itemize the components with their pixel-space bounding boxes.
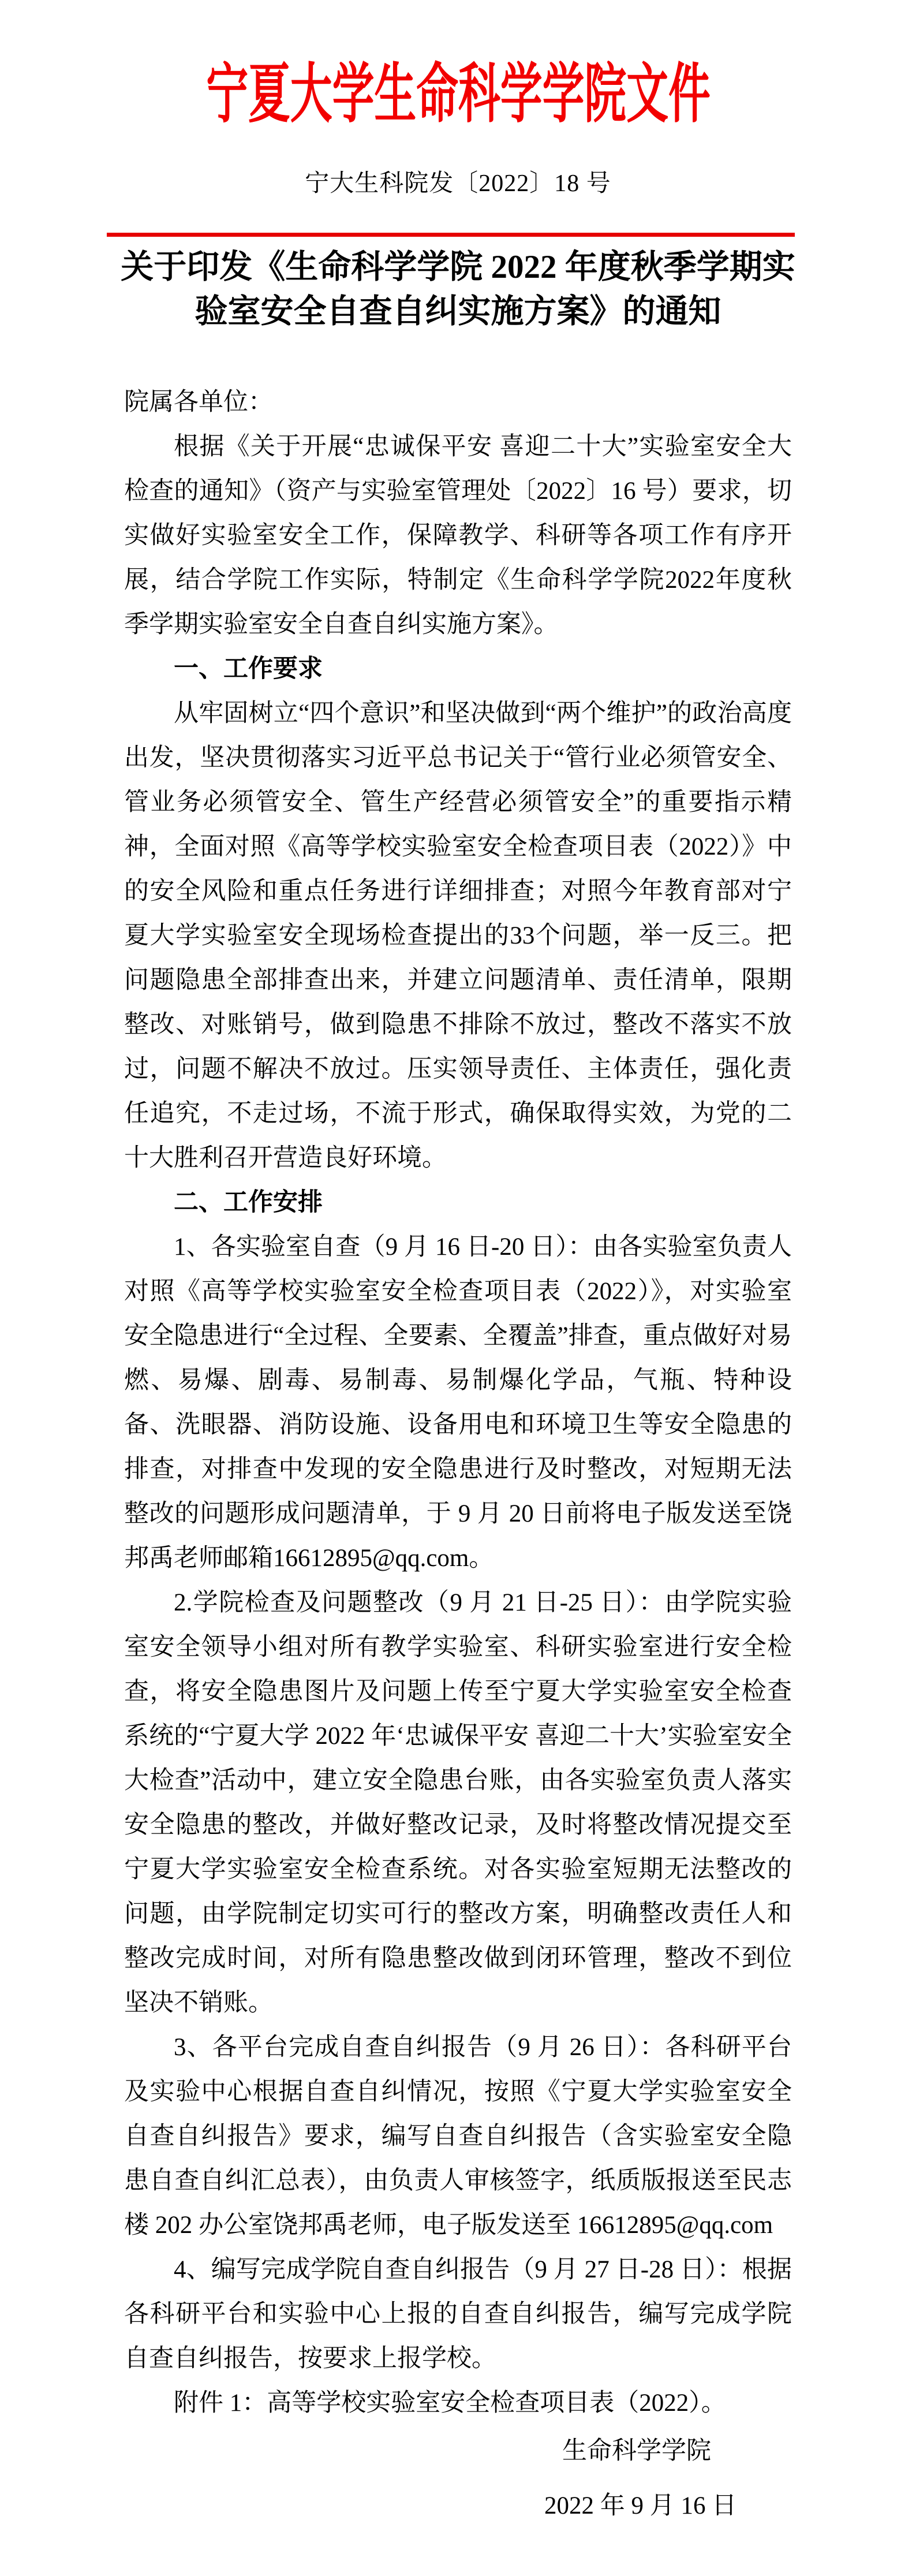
attachment-note: 附件 1：高等学校实验室安全检查项目表（2022）。: [174, 2389, 726, 2417]
document-title-line2: 验室安全自查自纠实施方案》的通知: [195, 293, 721, 330]
signature-date: 2022 年 9 月 16 日: [544, 2492, 737, 2519]
paragraph-work-requirements: 从牢固树立“四个意识”和坚决做到“两个维护”的政治高度出发，坚决贯彻落实习近平总书记关于“管行业必须管安全、管业务必须管安全、管生产经营必须管安全”的重要指示精神，全面对照《高等学校实验室安全检查项目表（2022）》中的安全风险和重点任务进行详细排查；对照今年教育部对宁夏大学实验室安全现场检查提出的33个问题，举一反三。把问题隐患全部排查出来，并建立问题清单、责任清单，限期整改、对账销号，做到隐患不排除不放过，整改不落实不放过，问题不解决不放过。压实领导责任、主体责任，强化责任追究，不走过场，不流于形式，确保取得实效，为党的二十大胜利召开营造良好环境。: [124, 700, 792, 1172]
document-title: [58, 245, 858, 334]
doc-number: 宁大生科院发〔2022〕18 号: [305, 170, 611, 197]
signature-block: [544, 2424, 737, 2533]
section-heading-work-requirements: 一、工作要求: [174, 655, 323, 683]
paragraph-step-1-lab-self-check: 1、各实验室自查（9 月 16 日-20 日）：由各实验室负责人对照《高等学校实验室安全检查项目表（2022）》，对实验室安全隐患进行“全过程、全要素、全覆盖”排查，重点做好对易燃、易爆、剧毒、易制毒、易制爆化学品，气瓶、特种设备、洗眼器、消防设施、设备用电和环境卫生等安全隐患的排查，对排查中发现的安全隐患进行及时整改，对短期无法整改的问题形成问题清单，于 9 月 20 日前将电子版发送至饶邦禹老师邮箱16612895@qq.com。: [124, 1233, 792, 1572]
paragraph-step-3-platform-reports: 3、各平台完成自查自纠报告（9 月 26 日）：各科研平台及实验中心根据自查自纠情况，按照《宁夏大学实验室安全自查自纠报告》要求，编写自查自纠报告（含实验室安全隐患自查自纠汇总表），由负责人审核签字，纸质版报送至民志楼 202 办公室饶邦禹老师，电子版发送至 16612895@qq.com: [124, 2034, 792, 2239]
section-heading-work-arrangement: 二、工作安排: [174, 1188, 323, 1216]
salutation: 院属各单位：: [124, 389, 273, 416]
document-title-line1: 关于印发《生命科学学院 2022 年度秋季学期实: [121, 249, 795, 285]
red-divider-line: [107, 233, 795, 237]
document-body: [124, 380, 792, 2425]
masthead-title: 宁夏大学生命科学学院文件: [205, 59, 711, 131]
masthead: [0, 55, 916, 134]
paragraph-basis: 根据《关于开展“忠诚保平安 喜迎二十大”实验室安全大检查的通知》（资产与实验室管理处〔2022〕16 号）要求，切实做好实验室安全工作，保障教学、科研等各项工作有序开展，结合学院工作实际，特制定《生命科学学院2022年度秋季学期实验室安全自查自纠实施方案》。: [124, 433, 792, 638]
signature-org: 生命科学学院: [562, 2437, 711, 2465]
paragraph-step-2-college-inspection: 2.学院检查及问题整改（9 月 21 日-25 日）：由学院实验室安全领导小组对所有教学实验室、科研实验室进行安全检查，将安全隐患图片及问题上传至宁夏大学实验室安全检查系统的“宁夏大学 2022 年‘忠诚保平安 喜迎二十大’实验室安全大检查”活动中，建立安全隐患台账，由各实验室负责人落实安全隐患的整改，并做好整改记录，及时将整改情况提交至宁夏大学实验室安全检查系统。对各实验室短期无法整改的问题，由学院制定切实可行的整改方案，明确整改责任人和整改完成时间，对所有隐患整改做到闭环管理，整改不到位坚决不销账。: [124, 1589, 792, 2016]
paragraph-step-4-college-report: 4、编写完成学院自查自纠报告（9 月 27 日-28 日）：根据各科研平台和实验中心上报的自查自纠报告，编写完成学院自查自纠报告，按要求上报学校。: [124, 2256, 792, 2372]
